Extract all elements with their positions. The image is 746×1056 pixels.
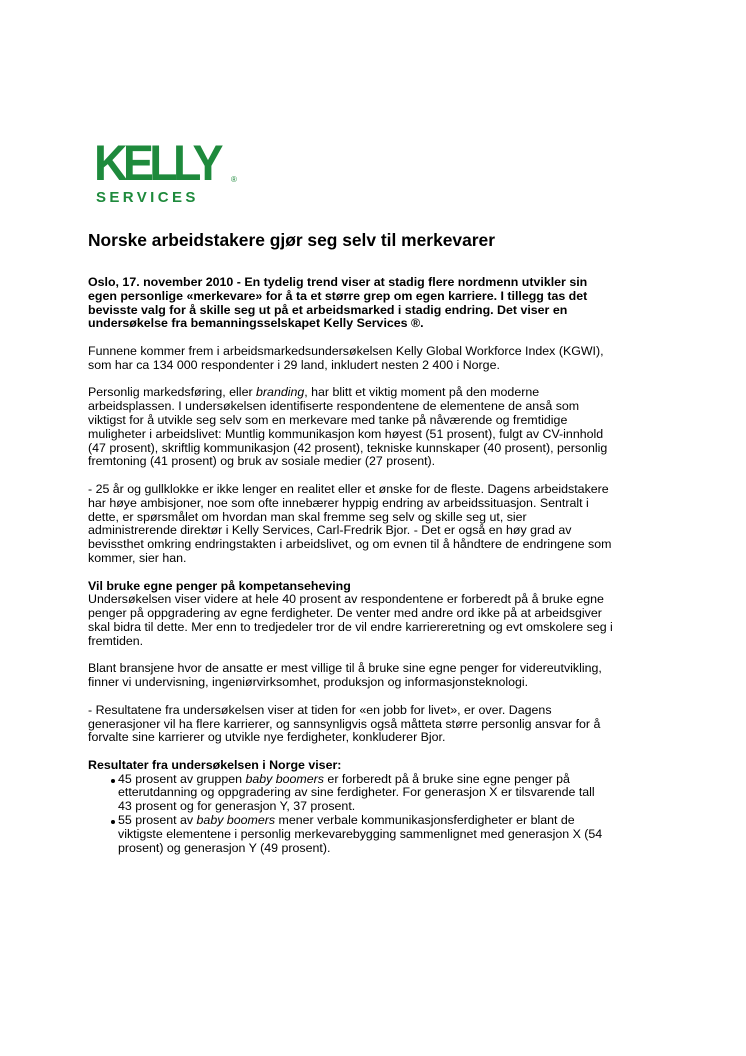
text-fragment: mener verbale kommunikasjonsferdigheter er blant de [275, 813, 575, 828]
text-line: skal bidra til dette. Mer enn to tredjedeler tror de vil endre karriereretning og evt omskolere seg i [88, 619, 613, 634]
text-line: muligheter i arbeidslivet: Muntlig kommunikasjon kom høyest (51 prosent), fulgt av CV-innhold [88, 426, 604, 441]
results-list [88, 773, 660, 856]
section-heading: Resultater fra undersøkelsen i Norge viser: [88, 757, 342, 772]
emphasis-baby-boomers: baby boomers [245, 771, 324, 786]
text-line: (47 prosent), skriftlig kommunikasjon (42 prosent), tekniske kunnskaper (40 prosent), personlig [88, 440, 608, 455]
text-fragment: , har blitt et viktig moment på den moderne [304, 385, 540, 400]
text-line: som har ca 134 000 respondenter i 29 land, inkludert nesten 2 400 i Norge. [88, 357, 500, 372]
logo-subtitle: SERVICES [96, 189, 199, 206]
text-line: Funnene kommer frem i arbeidsmarkedsundersøkelsen Kelly Global Workforce Index (KGWI), [88, 343, 604, 358]
text-line [88, 386, 660, 400]
text-fragment: 45 prosent av gruppen [118, 771, 246, 786]
paragraph-quote [88, 483, 660, 566]
logo-wordmark: KELLY [94, 135, 219, 191]
list-item [88, 773, 660, 814]
article-body [88, 276, 660, 855]
emphasis-branding: branding [256, 385, 305, 400]
text-fragment: er forberedt på å bruke sine egne penger på [323, 771, 570, 786]
text-line: viktigst for å utvikle seg selv som en merkevare med tanke på nåværende og fremtidige [88, 412, 568, 427]
paragraph-branding [88, 386, 660, 469]
text-line: dette, er spørsmålet om hvordan man skal fremme seg selv og skille seg ut, sier [88, 509, 527, 524]
kelly-services-logo [94, 135, 244, 210]
bullet-icon [111, 779, 115, 783]
text-line: undersøkelse fra bemanningsselskapet Kelly Services ®. [88, 316, 424, 331]
text-line: har høye ambisjoner, noe som ofte innebærer hyppig endring av arbeidssituasjon. Sentralt i [88, 495, 589, 510]
text-line [118, 814, 660, 828]
logo-registered-mark: ® [231, 175, 237, 184]
paragraph-conclusion [88, 704, 660, 745]
text-line: 43 prosent og for generasjon Y, 37 prosent. [118, 799, 356, 814]
section-heading: Vil bruke egne penger på kompetanseheving [88, 578, 351, 593]
emphasis-baby-boomers: baby boomers [196, 813, 276, 828]
text-line: forvalte sine karrierer og utvikle nye ferdigheter, konkluderer Bjor. [88, 730, 446, 745]
text-line: viktigste elementene i personlig merkevarebygging sammenlignet med generasjon X (54 [118, 826, 603, 841]
text-fragment: Personlig markedsføring, eller [88, 385, 257, 400]
paragraph-industries [88, 662, 660, 690]
results-section [88, 759, 660, 856]
page-title: Norske arbeidstakere gjør seg selv til merkevarer [88, 230, 495, 250]
text-line: - Resultatene fra undersøkelsen viser at tiden for «en jobb for livet», er over. Dagens [88, 702, 552, 717]
text-line: arbeidsplassen. I undersøkelsen identifiserte respondentene de elementene de anså som [88, 399, 580, 414]
text-line: egen personlige «merkevare» for å ta et større grep om egen karriere. I tillegg tas det [88, 288, 588, 303]
text-line: fremtiden. [88, 633, 144, 648]
text-line: - 25 år og gullklokke er ikke lenger en realitet eller et ønske for de fleste. Dagens arbeidstakere [88, 481, 609, 496]
paragraph-kgwi [88, 345, 660, 373]
list-item [88, 814, 660, 855]
text-line: etterutdanning og oppgradering av sine ferdigheter. For generasjon X er tilsvarende tall [118, 785, 595, 800]
text-line: prosent) og generasjon Y (49 prosent). [118, 840, 331, 855]
text-line: finner vi undervisning, ingeniørvirksomhet, produksjon og informasjonsteknologi. [88, 675, 529, 690]
section-competence [88, 580, 660, 649]
text-line: Undersøkelsen viser videre at hele 40 prosent av respondentene er forberedt på å bruke egne [88, 592, 604, 607]
text-line: kommer, sier han. [88, 550, 187, 565]
text-line: bevissthet omkring endringstakten i arbeidslivet, og om evnen til å håndtere de endringene som [88, 537, 612, 552]
text-line: penger på oppgradering av egne ferdigheter. De venter med andre ord ikke på at arbeidsgiver [88, 606, 602, 621]
text-line: bevisste valg for å skille seg ut på et arbeidsmarked i stadig endring. Det viser en [88, 302, 568, 317]
bullet-icon [111, 820, 115, 824]
text-line: Blant bransjene hvor de ansatte er mest villige til å bruke sine egne penger for videreutvikling, [88, 661, 602, 676]
text-fragment: 55 prosent av [118, 813, 197, 828]
lead-paragraph [88, 276, 660, 331]
text-line: Oslo, 17. november 2010 - En tydelig trend viser at stadig flere nordmenn utvikler sin [88, 275, 588, 289]
text-line: generasjoner vil ha flere karrierer, og sannsynligvis også måtteta større personlig ansvar for å [88, 716, 601, 731]
text-line: administrerende direktør i Kelly Services, Carl-Fredrik Bjor. - Det er også en høy grad av [88, 523, 572, 538]
text-line [118, 773, 660, 787]
text-line: fremtoning (41 prosent) og bruk av sosiale medier (27 prosent). [88, 454, 436, 469]
